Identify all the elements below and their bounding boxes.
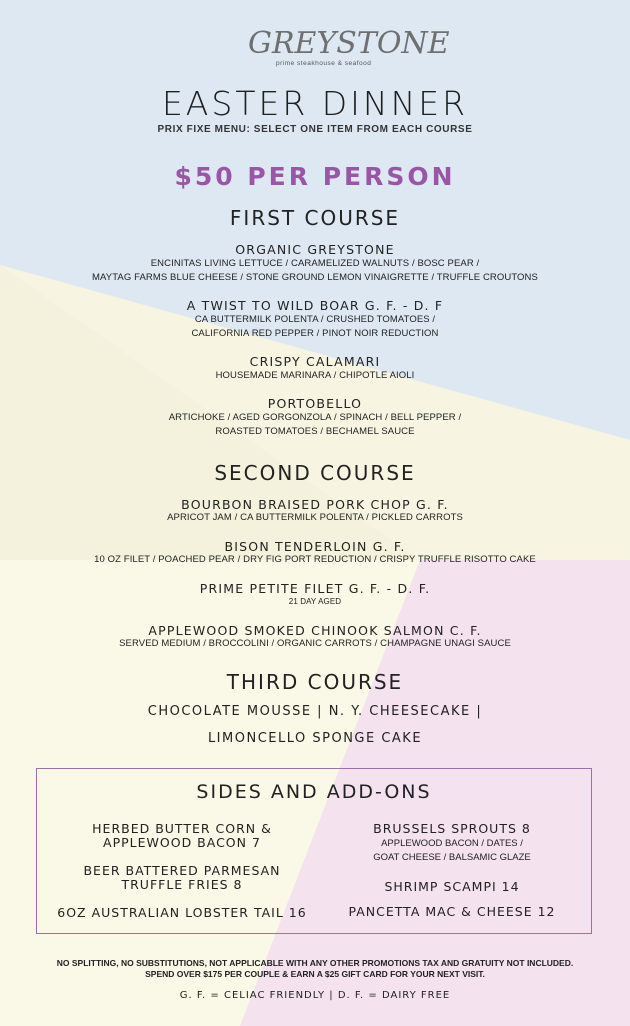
restaurant-logo: [0, 22, 630, 72]
side-item: [327, 822, 577, 865]
dish-description: ARTICHOKE / AGED GORGONZOLA / SPINACH / BELL PEPPER /: [168, 412, 462, 423]
dish-description: ROASTED TOMATOES / BECHAMEL SAUCE: [215, 426, 415, 437]
sides-title: SIDES AND ADD-ONS: [196, 781, 432, 803]
dish-description: 10 OZ FILET / POACHED PEAR / DRY FIG PORT REDUCTION / CRISPY TRUFFLE RISOTTO CAKE: [94, 554, 536, 565]
side-name: BRUSSELS SPROUTS 8: [373, 821, 531, 836]
dish-description: CA BUTTERMILK POLENTA / CRUSHED TOMATOES /: [194, 314, 436, 325]
second-course-title: SECOND COURSE: [214, 461, 416, 485]
price: $50 PER PERSON: [174, 162, 456, 191]
third-course-title: THIRD COURSE: [226, 670, 404, 694]
side-item: [57, 906, 307, 920]
menu-subtitle: PRIX FIXE MENU: SELECT ONE ITEM FROM EACH COURSE: [157, 124, 473, 135]
logo-tagline: prime steakhouse & seafood: [276, 60, 372, 67]
dish-name: ORGANIC GREYSTONE: [235, 242, 395, 257]
dish-description: CALIFORNIA RED PEPPER / PINOT NOIR REDUCTION: [191, 328, 439, 339]
side-description: APPLEWOOD BACON / DATES /: [381, 838, 523, 849]
dish-name: A TWIST TO WILD BOAR G. F. - D. F: [186, 298, 444, 313]
dessert-line: CHOCOLATE MOUSSE | N. Y. CHEESECAKE |: [147, 704, 483, 719]
dish-description: APRICOT JAM / CA BUTTERMILK POLENTA / PICKLED CARROTS: [167, 512, 463, 523]
sides-box: [36, 768, 592, 934]
side-item: [327, 880, 577, 894]
side-item: [57, 864, 307, 892]
dish-description: SERVED MEDIUM / BROCCOLINI / ORGANIC CARROTS / CHAMPAGNE UNAGI SAUCE: [119, 638, 511, 649]
menu-title: EASTER DINNER: [161, 84, 469, 123]
dish-description: 21 DAY AGED: [288, 597, 342, 606]
diet-legend: G. F. = CELIAC FRIENDLY | D. F. = DAIRY FREE: [179, 990, 451, 1001]
side-description: GOAT CHEESE / BALSAMIC GLAZE: [373, 852, 531, 863]
dish-description: ENCINITAS LIVING LETTUCE / CARAMELIZED WALNUTS / BOSC PEAR /: [150, 258, 480, 269]
dish-description: HOUSEMADE MARINARA / CHIPOTLE AIOLI: [215, 370, 415, 381]
dish-name: BOURBON BRAISED PORK CHOP G. F.: [181, 497, 449, 512]
side-item: [327, 905, 577, 919]
dish-name: APPLEWOOD SMOKED CHINOOK SALMON C. F.: [148, 623, 482, 638]
dish-name: BISON TENDERLOIN G. F.: [224, 539, 406, 554]
logo-wordmark: GREYSTONE: [248, 26, 450, 61]
side-name: PANCETTA MAC & CHEESE 12: [348, 904, 556, 919]
dish-name: PRIME PETITE FILET G. F. - D. F.: [199, 581, 431, 596]
footer-note: SPEND OVER $175 PER COUPLE & EARN A $25 GIFT CARD FOR YOUR NEXT VISIT.: [145, 969, 485, 979]
dessert-line: LIMONCELLO SPONGE CAKE: [207, 731, 423, 746]
side-name: TRUFFLE FRIES 8: [121, 877, 243, 892]
side-name: APPLEWOOD BACON 7: [103, 835, 261, 850]
dish-name: PORTOBELLO: [267, 396, 363, 411]
side-name: HERBED BUTTER CORN &: [92, 821, 272, 836]
side-name: SHRIMP SCAMPI 14: [384, 879, 520, 894]
dish-name: CRISPY CALAMARI: [249, 354, 381, 369]
side-item: [57, 822, 307, 850]
side-name: BEER BATTERED PARMESAN: [83, 863, 281, 878]
first-course-title: FIRST COURSE: [229, 206, 401, 230]
dish-description: MAYTAG FARMS BLUE CHEESE / STONE GROUND LEMON VINAIGRETTE / TRUFFLE CROUTONS: [92, 272, 538, 283]
side-name: 6OZ AUSTRALIAN LOBSTER TAIL 16: [57, 905, 307, 920]
footer-note: NO SPLITTING, NO SUBSTITUTIONS, NOT APPLICABLE WITH ANY OTHER PROMOTIONS TAX AND GRATUITY NOT INCLUDED.: [56, 958, 574, 968]
